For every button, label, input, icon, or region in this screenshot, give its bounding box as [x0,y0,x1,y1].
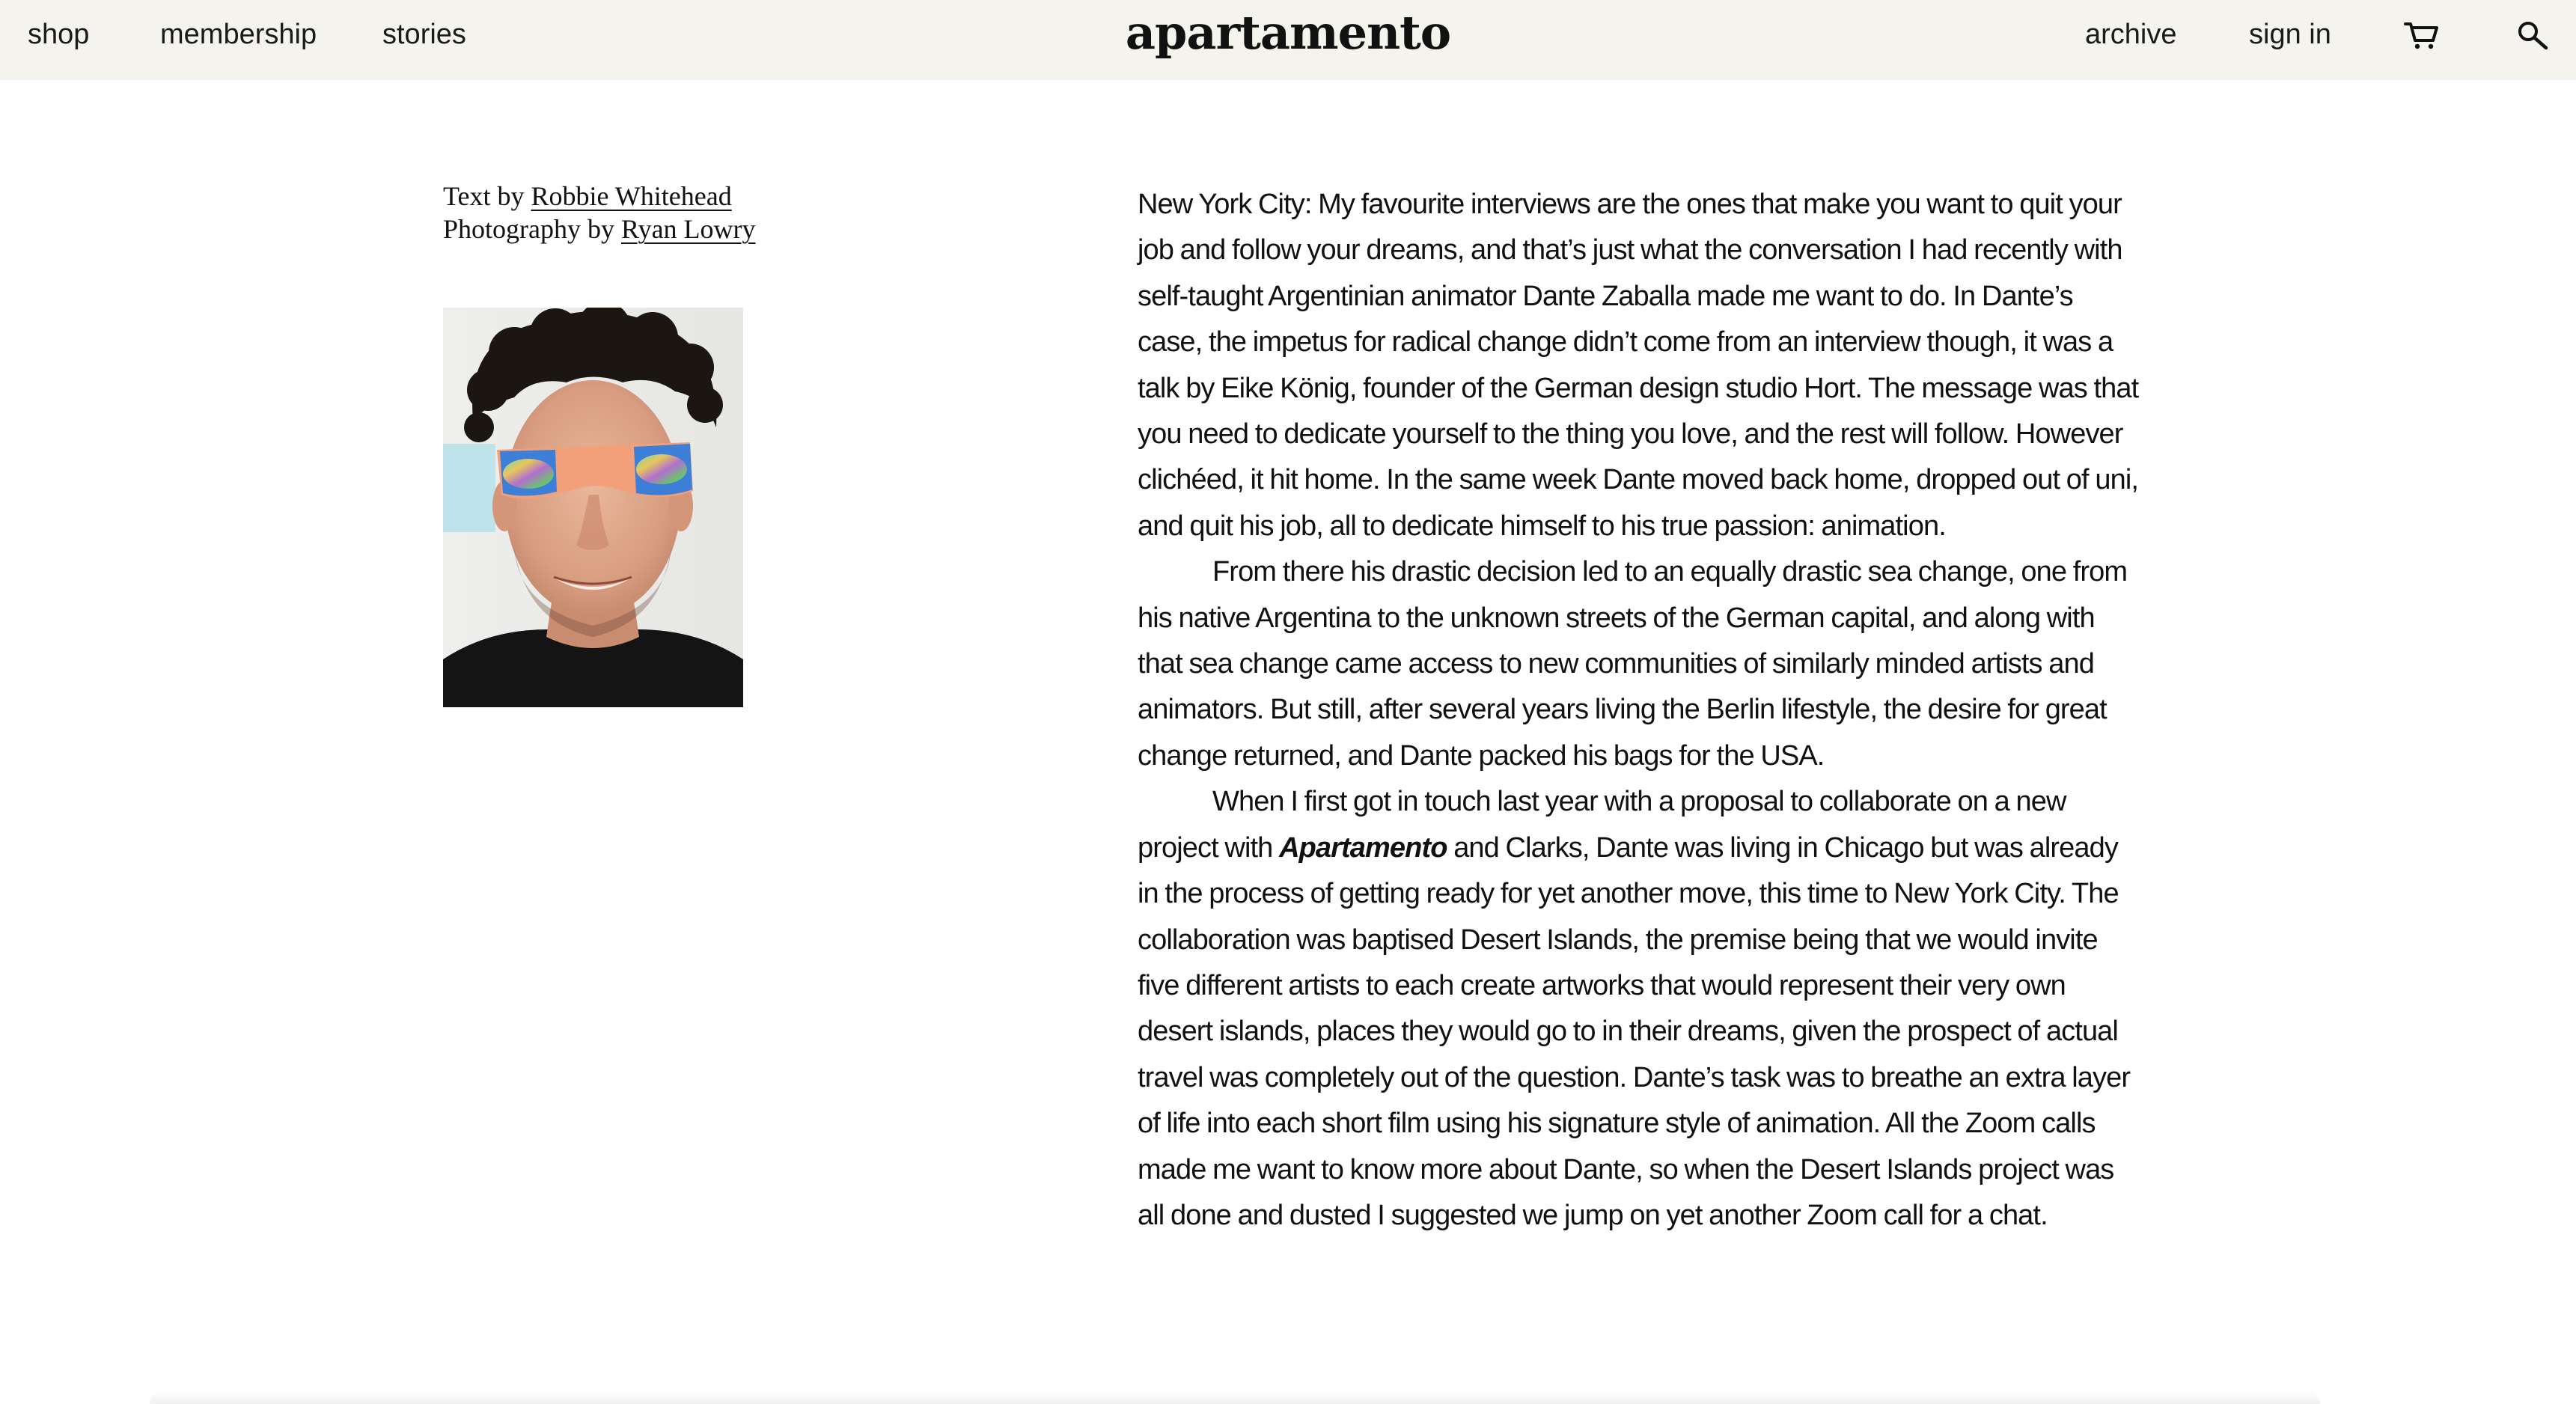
text-credit-prefix: Text by [443,181,525,211]
article-paragraph-3 [1138,779,2140,1239]
nav-sign-in-link[interactable]: sign in [2249,19,2331,50]
nav-membership-link[interactable]: membership [160,19,317,50]
article-paragraph-2: From there his drastic decision led to an equally drastic sea change, one from his native Argentina to the unknown streets of the German capital, and along with that sea change came access to new communities of similarly minded artists and animators. But still, after several years living the Berlin lifestyle, the desire for great change returned, and Dante packed his bags for the USA. [1138,556,2128,772]
search-icon[interactable] [2513,15,2554,55]
nav-archive-link[interactable]: archive [2085,19,2177,50]
paragraph-3-intro: When I first got in touch last year with a proposal to collaborate on a new project with [1138,786,2066,864]
article-credits [443,180,756,245]
bottom-panel-edge [150,1391,2320,1404]
paragraph-3-rest: and Clarks, Dante was living in Chicago but was already in the process of getting ready for yet another move, this time to New York City. The collaboration was baptised Desert Islands, the premise being that we would invite five different artists to each create artworks that would represent their very own desert islands, places they would go to in their dreams, given the prospect of actual travel was completely out of the question. Dante’s task was to breathe an extra layer of life into each short film using his signature style of animation. All the Zoom calls made me want to know more about Dante, so when the Desert Islands project was all done and dusted I suggested we jump on yet another Zoom call for a chat. [1138,831,2131,1231]
article-paragraph-1: New York City: My favourite interviews are the ones that make you want to quit your job and follow your dreams, and that’s just what the conversation I had recently with self-taught Argentinian animator Dante Zaballa made me want to do. In Dante’s case, the impetus for radical change didn’t come from an interview though, it was a talk by Eike König, founder of the German design studio Hort. The message was that you need to dedicate yourself to the thing you love, and the rest will follow. However clichéed, it hit home. In the same week Dante moved back home, dropped out of uni, and quit his job, all to dedicate himself to his true passion: animation. [1138,189,2139,542]
portrait-photo [443,308,743,707]
photo-credit-prefix: Photography by [443,214,614,244]
nav-stories-link[interactable]: stories [382,19,466,50]
nav-shop-link[interactable]: shop [28,19,90,50]
article-body [1138,182,2140,1239]
text-credit [443,180,756,213]
text-author-link[interactable]: Robbie Whitehead [531,181,732,211]
magazine-name: Apartamento [1279,831,1447,864]
photo-credit [443,213,756,245]
top-navigation-bar [0,0,2576,80]
cart-icon[interactable] [2402,15,2443,55]
site-logo[interactable]: apartamento [1125,5,1451,60]
photo-author-link[interactable]: Ryan Lowry [621,214,756,244]
